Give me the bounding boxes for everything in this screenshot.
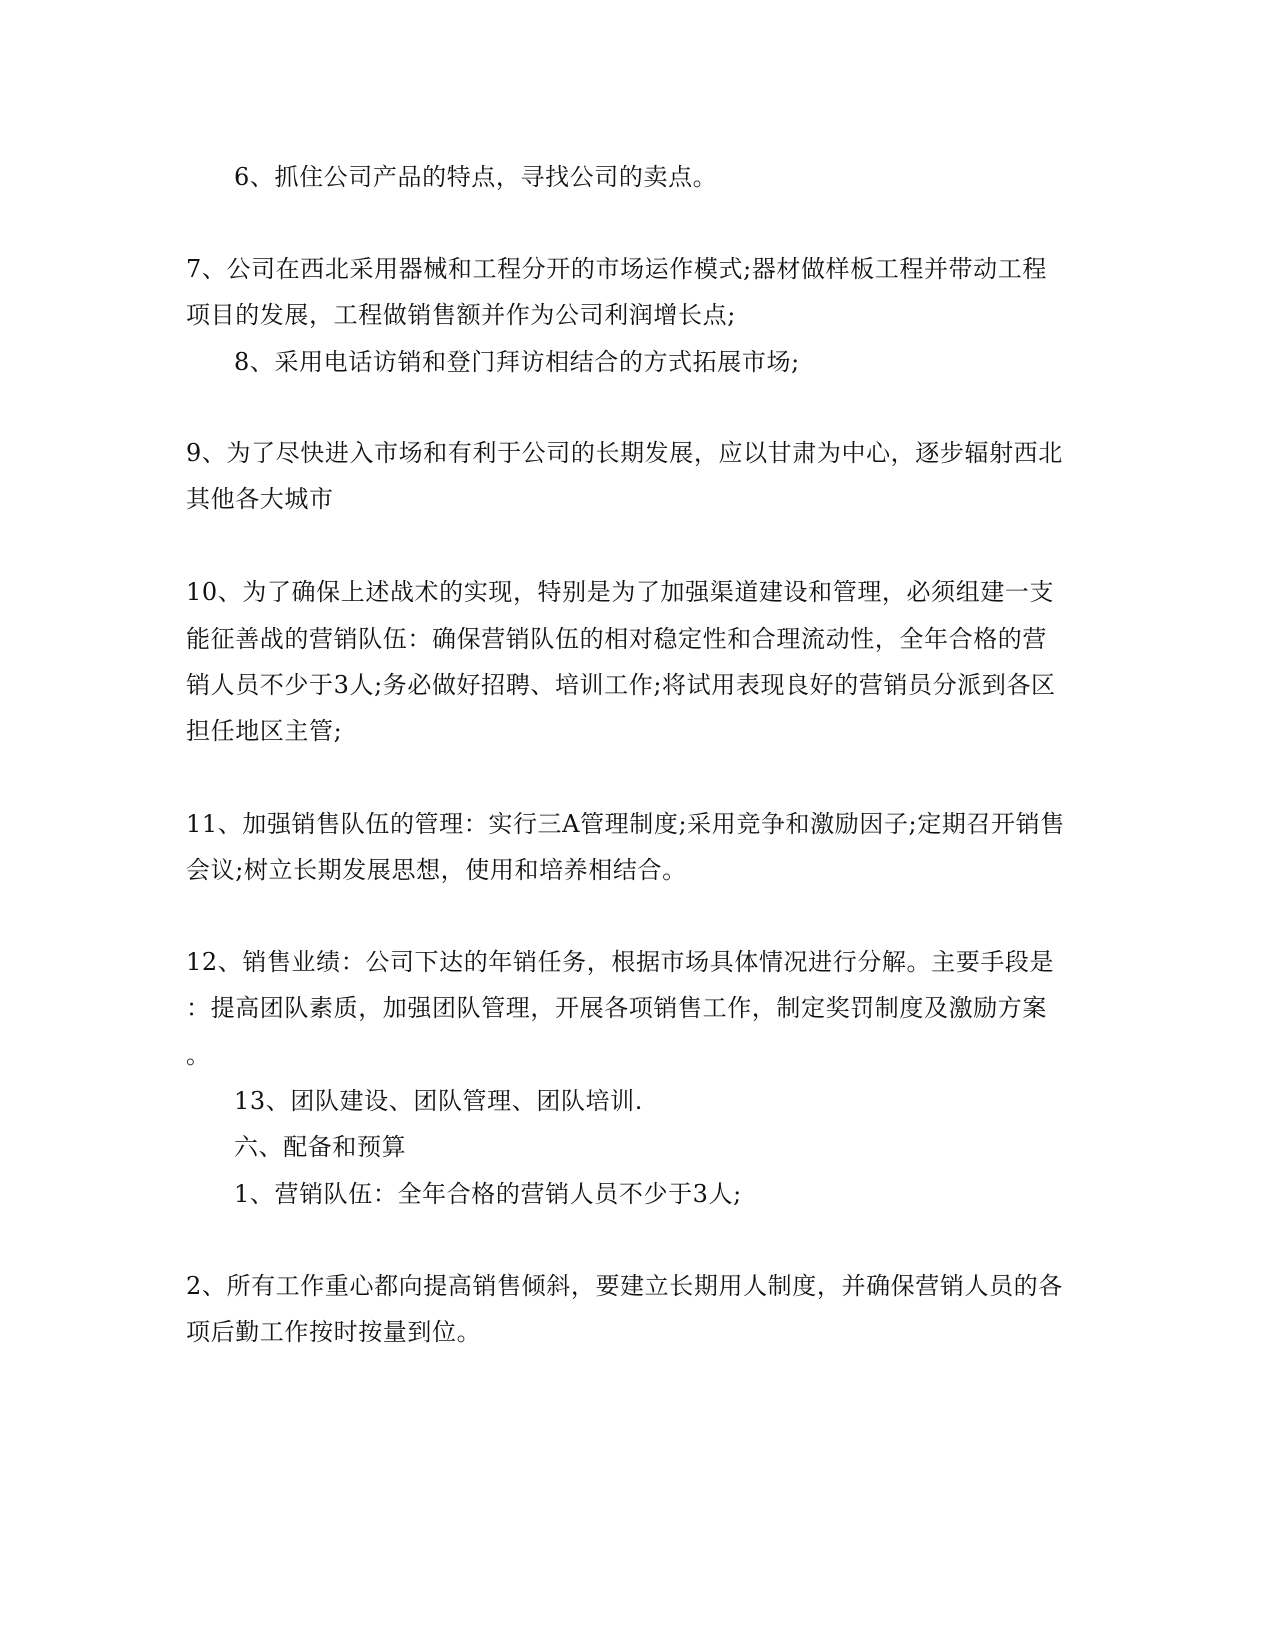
text-line: 7、公司在西北采用器械和工程分开的市场运作模式;器材做样板工程并带动工程 [186,255,1047,283]
text-line: 能征善战的营销队伍：确保营销队伍的相对稳定性和合理流动性，全年合格的营 [186,625,1047,653]
text-line: 项后勤工作按时按量到位。 [186,1318,482,1346]
text-line: 。 [186,1041,211,1069]
text-line: 9、为了尽快进入市场和有利于公司的长期发展，应以甘肃为中心，逐步辐射西北 [186,439,1063,467]
text-line: 2、所有工作重心都向提高销售倾斜，要建立长期用人制度，并确保营销人员的各 [186,1272,1063,1300]
section-heading: 六、配备和预算 [234,1133,407,1161]
text-line: 项目的发展，工程做销售额并作为公司利润增长点; [186,301,736,329]
text-line: 6、抓住公司产品的特点，寻找公司的卖点。 [234,163,718,191]
text-line: 8、采用电话访销和登门拜访相结合的方式拓展市场; [234,348,800,376]
text-line: 1、营销队伍：全年合格的营销人员不少于3人; [234,1180,742,1208]
text-line: 13、团队建设、团队管理、团队培训. [234,1087,643,1115]
text-line: 其他各大城市 [186,485,334,513]
text-line: 11、加强销售队伍的管理：实行三A管理制度;采用竞争和激励因子;定期召开销售 [186,810,1065,838]
text-line: 12、销售业绩：公司下达的年销任务，根据市场具体情况进行分解。主要手段是 [186,948,1055,976]
text-line: 会议;树立长期发展思想，使用和培养相结合。 [186,856,687,884]
text-line: 担任地区主管; [186,717,343,745]
text-line: ：提高团队素质，加强团队管理，开展各项销售工作，制定奖罚制度及激励方案 [186,994,1047,1022]
text-line: 10、为了确保上述战术的实现，特别是为了加强渠道建设和管理，必须组建一支 [186,578,1055,606]
text-line: 销人员不少于3人;务必做好招聘、培训工作;将试用表现良好的营销员分派到各区 [186,671,1056,699]
